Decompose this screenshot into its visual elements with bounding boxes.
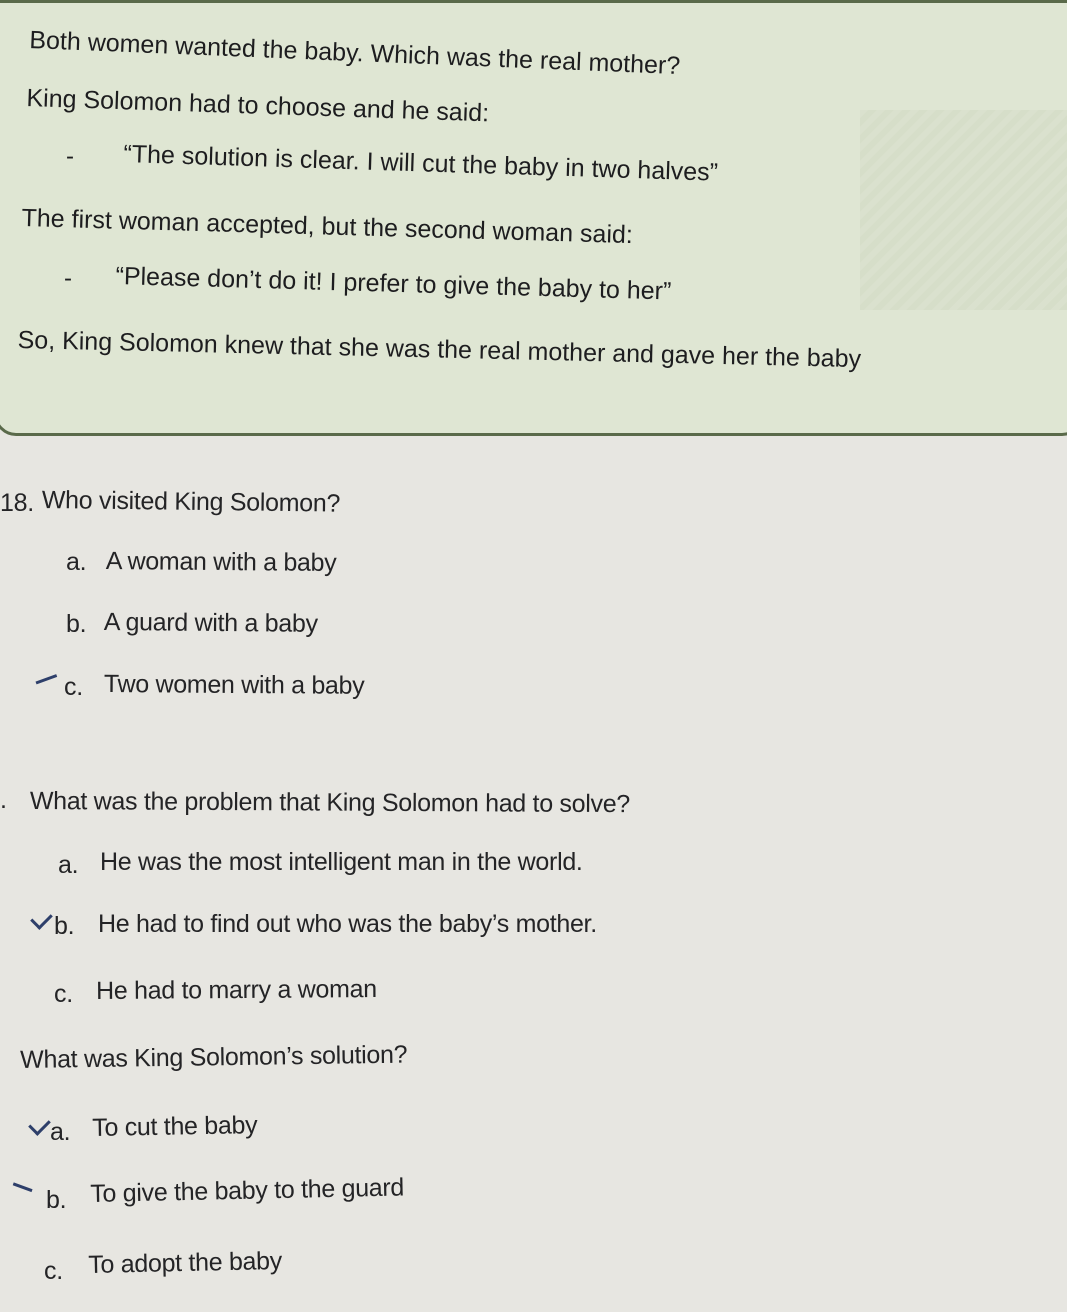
question-18-text: Who visited King Solomon? xyxy=(41,486,341,518)
q20-option-b-letter[interactable]: b. xyxy=(46,1186,67,1214)
check-mark-icon xyxy=(33,667,57,685)
story-dash-2: - xyxy=(64,265,72,292)
question-19-number: . xyxy=(0,786,7,814)
q18-option-b-text[interactable]: A guard with a baby xyxy=(103,608,318,638)
story-line-4: The first woman accepted, but the second woman said: xyxy=(21,204,634,250)
q19-option-c-text[interactable]: He had to marry a woman xyxy=(96,975,377,1005)
q19-option-a-text[interactable]: He was the most intelligent man in the world. xyxy=(100,848,583,876)
q20-option-c-letter[interactable]: c. xyxy=(44,1257,63,1285)
check-mark-icon xyxy=(28,1113,51,1136)
q20-option-a-text[interactable]: To cut the baby xyxy=(92,1111,258,1142)
q20-option-c-text[interactable]: To adopt the baby xyxy=(88,1246,283,1279)
q18-option-c-text[interactable]: Two women with a baby xyxy=(103,670,365,700)
illustration-texture xyxy=(860,110,1067,310)
story-line-1: Both women wanted the baby. Which was the real mother? xyxy=(28,26,681,81)
q19-option-c-letter[interactable]: c. xyxy=(54,980,73,1008)
question-19-text: What was the problem that King Solomon had to solve? xyxy=(29,787,631,819)
q18-option-a-text[interactable]: A woman with a baby xyxy=(105,547,337,578)
story-line-5: “Please don’t do it! I prefer to give the baby to her” xyxy=(115,262,672,306)
q20-option-a-letter[interactable]: a. xyxy=(50,1118,71,1146)
story-dash-1: - xyxy=(66,143,74,170)
q20-option-b-text[interactable]: To give the baby to the guard xyxy=(90,1173,405,1208)
story-line-6: So, King Solomon knew that she was the real mother and gave her the baby xyxy=(17,326,862,374)
q18-option-b-letter[interactable]: b. xyxy=(66,610,87,638)
story-line-3: “The solution is clear. I will cut the baby in two halves” xyxy=(123,140,719,187)
check-mark-icon xyxy=(30,907,53,930)
q18-option-a-letter[interactable]: a. xyxy=(66,548,87,576)
q19-option-b-letter[interactable]: b. xyxy=(54,912,75,940)
question-20-text: What was King Solomon’s solution? xyxy=(20,1040,408,1074)
question-18-number: 18. xyxy=(0,489,34,517)
q19-option-b-text[interactable]: He had to find out who was the baby’s mother. xyxy=(98,910,597,938)
q18-option-c-letter[interactable]: c. xyxy=(64,673,83,701)
check-mark-icon xyxy=(13,1175,36,1192)
story-line-2: King Solomon had to choose and he said: xyxy=(26,84,490,128)
q19-option-a-letter[interactable]: a. xyxy=(58,851,79,879)
